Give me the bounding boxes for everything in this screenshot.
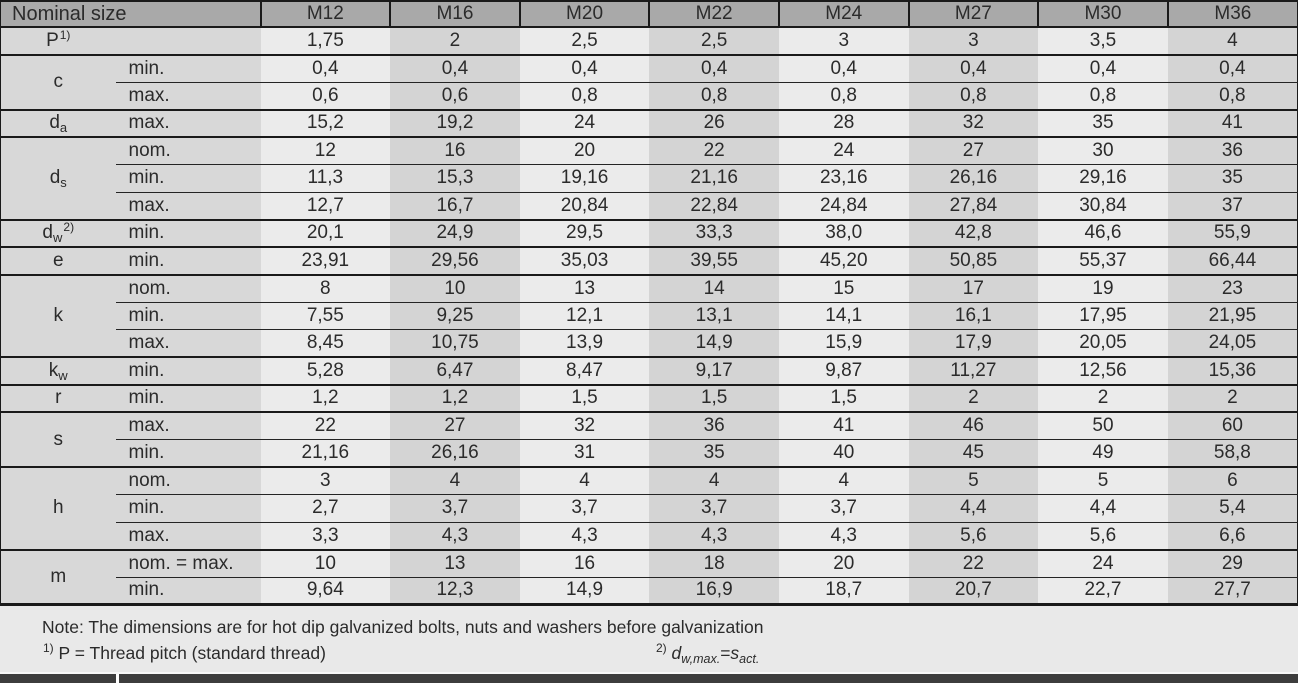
value-cell: 6,47: [390, 357, 520, 385]
value-cell: 13,1: [649, 302, 779, 330]
value-cell: 32: [520, 412, 650, 440]
footnote-1-text: P = Thread pitch (standard thread): [58, 643, 326, 663]
table-row: [1, 357, 1298, 385]
value-cell: 15,36: [1168, 357, 1298, 385]
value-cell: 4,4: [1038, 495, 1168, 523]
value-cell: 1,2: [390, 385, 520, 413]
formula-var-dw: d: [671, 643, 682, 663]
value-cell: 33,3: [649, 220, 779, 248]
value-cell: 12,56: [1038, 357, 1168, 385]
sub-label-cell: nom.: [116, 137, 261, 165]
table-header: [1, 1, 1298, 27]
value-cell: 55,9: [1168, 220, 1298, 248]
value-cell: 15,9: [779, 330, 909, 358]
sub-label-cell: min.: [116, 495, 261, 523]
value-cell: 26,16: [909, 165, 1039, 193]
value-cell: 2: [909, 385, 1039, 413]
value-cell: 2: [1038, 385, 1168, 413]
value-cell: 60: [1168, 412, 1298, 440]
value-cell: 19,2: [390, 110, 520, 138]
value-cell: 28: [779, 110, 909, 138]
param-cell-h: h: [1, 467, 116, 550]
table-row: [1, 550, 1298, 578]
value-cell: 39,55: [649, 247, 779, 275]
value-cell: 21,16: [261, 440, 391, 468]
value-cell: 4,3: [649, 522, 779, 550]
value-cell: 0,8: [649, 82, 779, 110]
param-cell-c: c: [1, 55, 116, 110]
value-cell: 5,4: [1168, 495, 1298, 523]
sub-label-cell: min.: [116, 220, 261, 248]
value-cell: 17: [909, 275, 1039, 303]
footer-notes: [0, 609, 1298, 672]
value-cell: 0,8: [1038, 82, 1168, 110]
value-cell: 4,3: [779, 522, 909, 550]
value-cell: 8,45: [261, 330, 391, 358]
param-cell-d-a: $d_a$: [1, 110, 116, 138]
value-cell: 42,8: [909, 220, 1039, 248]
value-cell: 13: [390, 550, 520, 578]
value-cell: 0,4: [779, 55, 909, 83]
value-cell: 3,7: [649, 495, 779, 523]
value-cell: 2,7: [261, 495, 391, 523]
table-row: [1, 522, 1298, 550]
value-cell: 29,5: [520, 220, 650, 248]
value-cell: 0,8: [909, 82, 1039, 110]
value-cell: 16,9: [649, 577, 779, 605]
value-cell: 1,75: [261, 27, 391, 55]
value-cell: 14,9: [520, 577, 650, 605]
value-cell: 4: [390, 467, 520, 495]
value-cell: 15,2: [261, 110, 391, 138]
sub-label-cell: max.: [116, 522, 261, 550]
value-cell: 20,84: [520, 192, 650, 220]
value-cell: 6: [1168, 467, 1298, 495]
param-cell-e: e: [1, 247, 116, 275]
value-cell: 23,91: [261, 247, 391, 275]
sub-label-cell: max.: [116, 192, 261, 220]
value-cell: 38,0: [779, 220, 909, 248]
param-cell-P: P$^{1)}$: [1, 27, 116, 55]
table-row: [1, 302, 1298, 330]
table-row: [1, 192, 1298, 220]
table-row: [1, 467, 1298, 495]
footnote-2-marker: 2): [656, 641, 667, 655]
value-cell: 30: [1038, 137, 1168, 165]
value-cell: 2,5: [649, 27, 779, 55]
value-cell: 5: [909, 467, 1039, 495]
column-header-m16: M16: [390, 1, 520, 27]
value-cell: 22,7: [1038, 577, 1168, 605]
value-cell: 45,20: [779, 247, 909, 275]
value-cell: 29,16: [1038, 165, 1168, 193]
value-cell: 22: [909, 550, 1039, 578]
value-cell: 18: [649, 550, 779, 578]
value-cell: 49: [1038, 440, 1168, 468]
value-cell: 4: [1168, 27, 1298, 55]
value-cell: 20,7: [909, 577, 1039, 605]
value-cell: 24,84: [779, 192, 909, 220]
value-cell: 24: [1038, 550, 1168, 578]
sub-label-cell: min.: [116, 357, 261, 385]
table-row: [1, 55, 1298, 83]
column-header-m22: M22: [649, 1, 779, 27]
sub-label-cell: min.: [116, 165, 261, 193]
value-cell: 21,95: [1168, 302, 1298, 330]
value-cell: 15: [779, 275, 909, 303]
value-cell: 27,84: [909, 192, 1039, 220]
column-header-m12: M12: [261, 1, 391, 27]
column-header-m27: M27: [909, 1, 1039, 27]
value-cell: 3,7: [520, 495, 650, 523]
header-row: [1, 1, 1298, 27]
table-row: [1, 247, 1298, 275]
value-cell: 22: [649, 137, 779, 165]
param-cell-s: s: [1, 412, 116, 467]
value-cell: 13,9: [520, 330, 650, 358]
value-cell: 16: [520, 550, 650, 578]
value-cell: 20,1: [261, 220, 391, 248]
value-cell: 0,4: [1168, 55, 1298, 83]
table-row: [1, 82, 1298, 110]
value-cell: 20: [779, 550, 909, 578]
table-row: [1, 165, 1298, 193]
value-cell: 16,1: [909, 302, 1039, 330]
sub-label-cell: max.: [116, 412, 261, 440]
value-cell: 4: [779, 467, 909, 495]
value-cell: 10: [390, 275, 520, 303]
table-row: [1, 577, 1298, 605]
value-cell: 5,6: [909, 522, 1039, 550]
value-cell: 9,87: [779, 357, 909, 385]
value-cell: 15,3: [390, 165, 520, 193]
value-cell: 0,4: [520, 55, 650, 83]
value-cell: 50: [1038, 412, 1168, 440]
value-cell: 0,6: [390, 82, 520, 110]
value-cell: 31: [520, 440, 650, 468]
value-cell: 0,4: [1038, 55, 1168, 83]
sub-label-cell: min.: [116, 440, 261, 468]
value-cell: 1,5: [779, 385, 909, 413]
value-cell: 0,4: [649, 55, 779, 83]
value-cell: 10,75: [390, 330, 520, 358]
value-cell: 23: [1168, 275, 1298, 303]
table-body: [1, 27, 1298, 605]
value-cell: 46,6: [1038, 220, 1168, 248]
value-cell: 35: [1168, 165, 1298, 193]
table-title: Nominal size: [1, 1, 261, 27]
value-cell: 11,3: [261, 165, 391, 193]
table-row: [1, 440, 1298, 468]
value-cell: 26,16: [390, 440, 520, 468]
value-cell: 0,4: [390, 55, 520, 83]
value-cell: 21,16: [649, 165, 779, 193]
value-cell: 20: [520, 137, 650, 165]
value-cell: 27: [909, 137, 1039, 165]
table-row: [1, 110, 1298, 138]
value-cell: 23,16: [779, 165, 909, 193]
value-cell: 36: [1168, 137, 1298, 165]
table-row: [1, 220, 1298, 248]
value-cell: 29: [1168, 550, 1298, 578]
value-cell: 7,55: [261, 302, 391, 330]
value-cell: 8,47: [520, 357, 650, 385]
value-cell: 10: [261, 550, 391, 578]
formula-var-s: s: [730, 643, 740, 663]
value-cell: 0,4: [909, 55, 1039, 83]
value-cell: 17,95: [1038, 302, 1168, 330]
value-cell: 20,05: [1038, 330, 1168, 358]
value-cell: 41: [779, 412, 909, 440]
value-cell: 1,5: [649, 385, 779, 413]
value-cell: 0,6: [261, 82, 391, 110]
value-cell: 17,9: [909, 330, 1039, 358]
value-cell: 37: [1168, 192, 1298, 220]
param-cell-m: m: [1, 550, 116, 605]
value-cell: 0,8: [1168, 82, 1298, 110]
value-cell: 9,17: [649, 357, 779, 385]
column-header-m36: M36: [1168, 1, 1298, 27]
param-cell-d-w: $d_w^{2)}$: [1, 220, 116, 248]
param-cell-d-s: $d_s$: [1, 137, 116, 220]
value-cell: 19: [1038, 275, 1168, 303]
value-cell: 3,7: [779, 495, 909, 523]
sub-label-cell: [116, 27, 261, 55]
value-cell: 1,5: [520, 385, 650, 413]
table-row: [1, 412, 1298, 440]
value-cell: 40: [779, 440, 909, 468]
value-cell: 2: [1168, 385, 1298, 413]
value-cell: 22: [261, 412, 391, 440]
value-cell: 4: [649, 467, 779, 495]
value-cell: 24,9: [390, 220, 520, 248]
note-text: Note: The dimensions are for hot dip galvanized bolts, nuts and washers before galvanization: [42, 617, 764, 637]
value-cell: 14,9: [649, 330, 779, 358]
value-cell: 5,6: [1038, 522, 1168, 550]
sub-label-cell: min.: [116, 302, 261, 330]
value-cell: 11,27: [909, 357, 1039, 385]
value-cell: 41: [1168, 110, 1298, 138]
param-cell-k-w: $k_w$: [1, 357, 116, 385]
value-cell: 32: [909, 110, 1039, 138]
table-row: [1, 385, 1298, 413]
value-cell: 4: [520, 467, 650, 495]
value-cell: 4,3: [390, 522, 520, 550]
value-cell: 3,3: [261, 522, 391, 550]
sub-label-cell: max.: [116, 330, 261, 358]
next-table-edge: [0, 674, 1298, 683]
value-cell: 0,8: [520, 82, 650, 110]
value-cell: 50,85: [909, 247, 1039, 275]
value-cell: 55,37: [1038, 247, 1168, 275]
value-cell: 3: [261, 467, 391, 495]
footnote-1-marker: 1): [43, 641, 54, 655]
sub-label-cell: min.: [116, 247, 261, 275]
value-cell: 35: [649, 440, 779, 468]
footnote-1: [42, 643, 326, 664]
value-cell: 1,2: [261, 385, 391, 413]
value-cell: 24,05: [1168, 330, 1298, 358]
value-cell: 2: [390, 27, 520, 55]
value-cell: 35,03: [520, 247, 650, 275]
value-cell: 66,44: [1168, 247, 1298, 275]
sub-label-cell: min.: [116, 385, 261, 413]
sub-label-cell: nom. = max.: [116, 550, 261, 578]
sub-label-cell: nom.: [116, 275, 261, 303]
value-cell: 16: [390, 137, 520, 165]
table-row: [1, 495, 1298, 523]
param-cell-k: k: [1, 275, 116, 358]
value-cell: 12,3: [390, 577, 520, 605]
value-cell: 13: [520, 275, 650, 303]
formula-sub-act: act.: [739, 652, 760, 666]
sub-label-cell: min.: [116, 577, 261, 605]
value-cell: 16,7: [390, 192, 520, 220]
value-cell: 22,84: [649, 192, 779, 220]
value-cell: 0,4: [261, 55, 391, 83]
value-cell: 30,84: [1038, 192, 1168, 220]
value-cell: 18,7: [779, 577, 909, 605]
value-cell: 3,5: [1038, 27, 1168, 55]
sub-label-cell: max.: [116, 82, 261, 110]
value-cell: 9,64: [261, 577, 391, 605]
formula-sub-wmax: w,max.: [681, 652, 721, 666]
value-cell: 4,4: [909, 495, 1039, 523]
value-cell: 36: [649, 412, 779, 440]
next-table-edge-divider: [116, 674, 119, 683]
value-cell: 24: [520, 110, 650, 138]
column-header-m30: M30: [1038, 1, 1168, 27]
value-cell: 8: [261, 275, 391, 303]
value-cell: 27: [390, 412, 520, 440]
sub-label-cell: min.: [116, 55, 261, 83]
value-cell: 9,25: [390, 302, 520, 330]
value-cell: 19,16: [520, 165, 650, 193]
value-cell: 14,1: [779, 302, 909, 330]
sub-label-cell: max.: [116, 110, 261, 138]
value-cell: 3: [779, 27, 909, 55]
footnote-2: [655, 643, 759, 664]
value-cell: 5,28: [261, 357, 391, 385]
value-cell: 0,8: [779, 82, 909, 110]
param-cell-r: r: [1, 385, 116, 413]
sub-label-cell: nom.: [116, 467, 261, 495]
table-row: [1, 275, 1298, 303]
table-row: [1, 137, 1298, 165]
value-cell: 45: [909, 440, 1039, 468]
column-header-m20: M20: [520, 1, 650, 27]
value-cell: 3,7: [390, 495, 520, 523]
value-cell: 2,5: [520, 27, 650, 55]
value-cell: 12,7: [261, 192, 391, 220]
table-row: [1, 330, 1298, 358]
table-row: [1, 27, 1298, 55]
value-cell: 4,3: [520, 522, 650, 550]
value-cell: 5: [1038, 467, 1168, 495]
column-header-m24: M24: [779, 1, 909, 27]
value-cell: 58,8: [1168, 440, 1298, 468]
value-cell: 35: [1038, 110, 1168, 138]
value-cell: 14: [649, 275, 779, 303]
value-cell: 26: [649, 110, 779, 138]
value-cell: 27,7: [1168, 577, 1298, 605]
value-cell: 29,56: [390, 247, 520, 275]
value-cell: 46: [909, 412, 1039, 440]
value-cell: 3: [909, 27, 1039, 55]
formula-equals: =: [720, 643, 731, 663]
value-cell: 12,1: [520, 302, 650, 330]
value-cell: 12: [261, 137, 391, 165]
value-cell: 6,6: [1168, 522, 1298, 550]
value-cell: 24: [779, 137, 909, 165]
